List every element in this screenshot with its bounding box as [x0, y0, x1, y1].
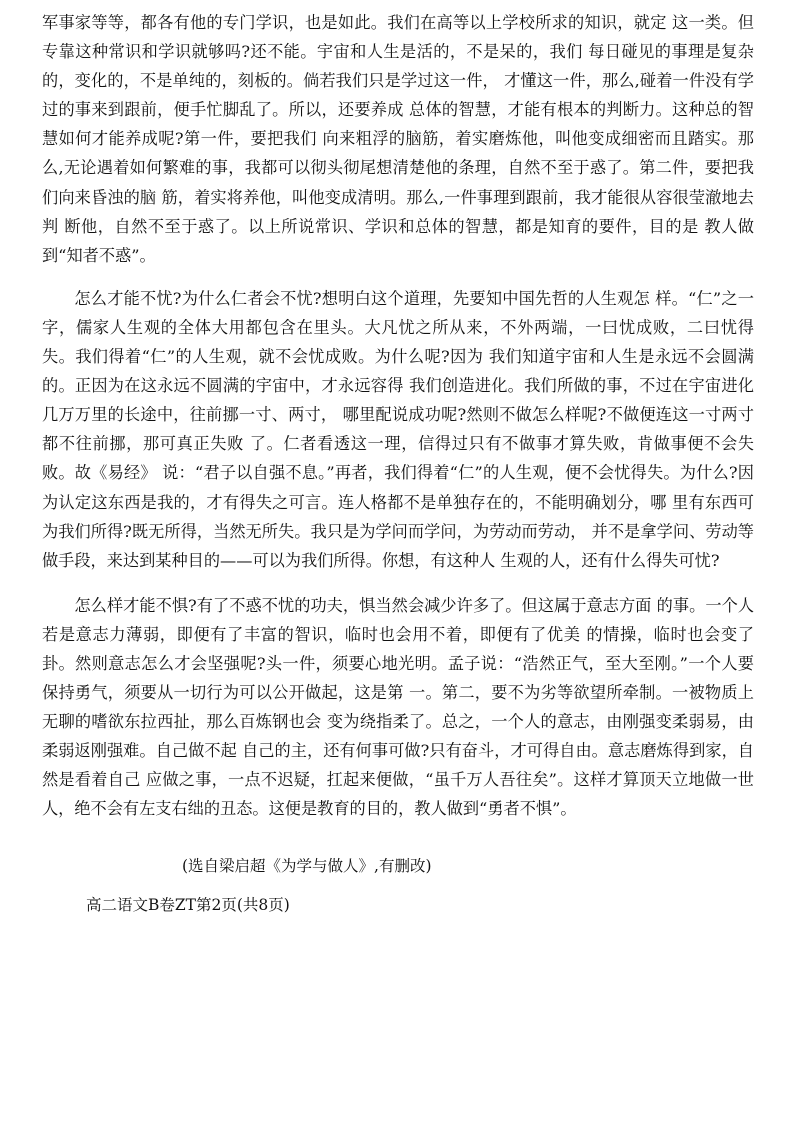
paragraph-benevolence: 怎么才能不忧?为什么仁者会不忧?想明白这个道理，先要知中国先哲的人生观怎 样。“仁”之一字，儒家人生观的全体大用都包含在里头。大凡忧之所从来，不外两端，一曰忧成败，二曰忧得失。我们得着“仁”的人生观，就不会忧成败。为什么呢?因为 我们知道宇宙和人生是永远不会圆满的。正因为在这永远不圆满的宇宙中，才永远容得 我们创造进化。我们所做的事，不过在宇宙进化几万万里的长途中，往前挪一寸、两寸， 哪里配说成功呢?然则不做怎么样呢?不做便连这一寸两寸都不往前挪，那可真正失败 了。仁者看透这一理，信得过只有不做事才算失败，肯做事便不会失败。故《易经》 说：“君子以自强不息。”再者，我们得着“仁”的人生观，便不会忧得失。为什么?因 为认定这东西是我的，才有得失之可言。连人格都不是单独存在的，不能明确划分，哪 里有东西可为我们所得?既无所得，当然无所失。我只是为学问而学问，为劳动而劳动， 并不是拿学问、劳动等做手段，来达到某种目的——可以为我们所得。你想，有这种人 生观的人，还有什么得失可忧? [42, 288, 754, 570]
paragraph-courage: 怎么样才能不惧?有了不惑不忧的功夫，惧当然会减少许多了。但这属于意志方面 的事。一个人若是意志力薄弱，即便有了丰富的智识，临时也会用不着，即便有了优美 的情操，临时也会变了卦。然则意志怎么才会坚强呢?头一件，须要心地光明。孟子说：“浩然正气，至大至刚。”一个人要保持勇气，须要从一切行为可以公开做起，这是第 一。第二，要不为劣等欲望所牵制。一被物质上无聊的嗜欲东拉西扯，那么百炼钢也会 变为绕指柔了。总之，一个人的意志，由刚强变柔弱易，由柔弱返刚强难。自己做不起 自己的主，还有何事可做?只有奋斗，才可得自由。意志磨炼得到家，自然是看着自己 应做之事，一点不迟疑，扛起来便做，“虽千万人吾往矣”。这样才算顶天立地做一世 人，绝不会有左支右绌的丑态。这便是教育的目的，教人做到“勇者不惧”。 [42, 595, 754, 819]
page-footer: 高二语文B卷ZT第2页(共8页) [86, 895, 290, 914]
document-page [42, 8, 754, 920]
source-citation: (选自梁启超《为学与做人》,有删改) [182, 856, 432, 875]
paragraph-knowledge: 军事家等等，都各有他的专门学识，也是如此。我们在高等以上学校所求的知识，就定 这一类。但专靠这种常识和学识就够吗?还不能。宇宙和人生是活的，不是呆的，我们 每日碰见的事理是复杂的，变化的，不是单纯的，刻板的。倘若我们只是学过这一件， 才懂这一件，那么,碰着一件没有学过的事来到跟前，便手忙脚乱了。所以，还要养成 总体的智慧，才能有根本的判断力。这种总的智慧如何才能养成呢?第一件，要把我们 向来粗浮的脑筋，着实磨炼他，叫他变成细密而且踏实。那么,无论遇着如何繁难的事，我都可以彻头彻尾想清楚他的条理，自然不至于惑了。第二件，要把我们向来昏浊的脑 筋，着实将养他，叫他变成清明。那么,一件事理到跟前，我才能很从容很莹澈地去判 断他，自然不至于惑了。以上所说常识、学识和总体的智慧，都是知育的要件，目的是 教人做到“知者不惑”。 [42, 13, 754, 265]
